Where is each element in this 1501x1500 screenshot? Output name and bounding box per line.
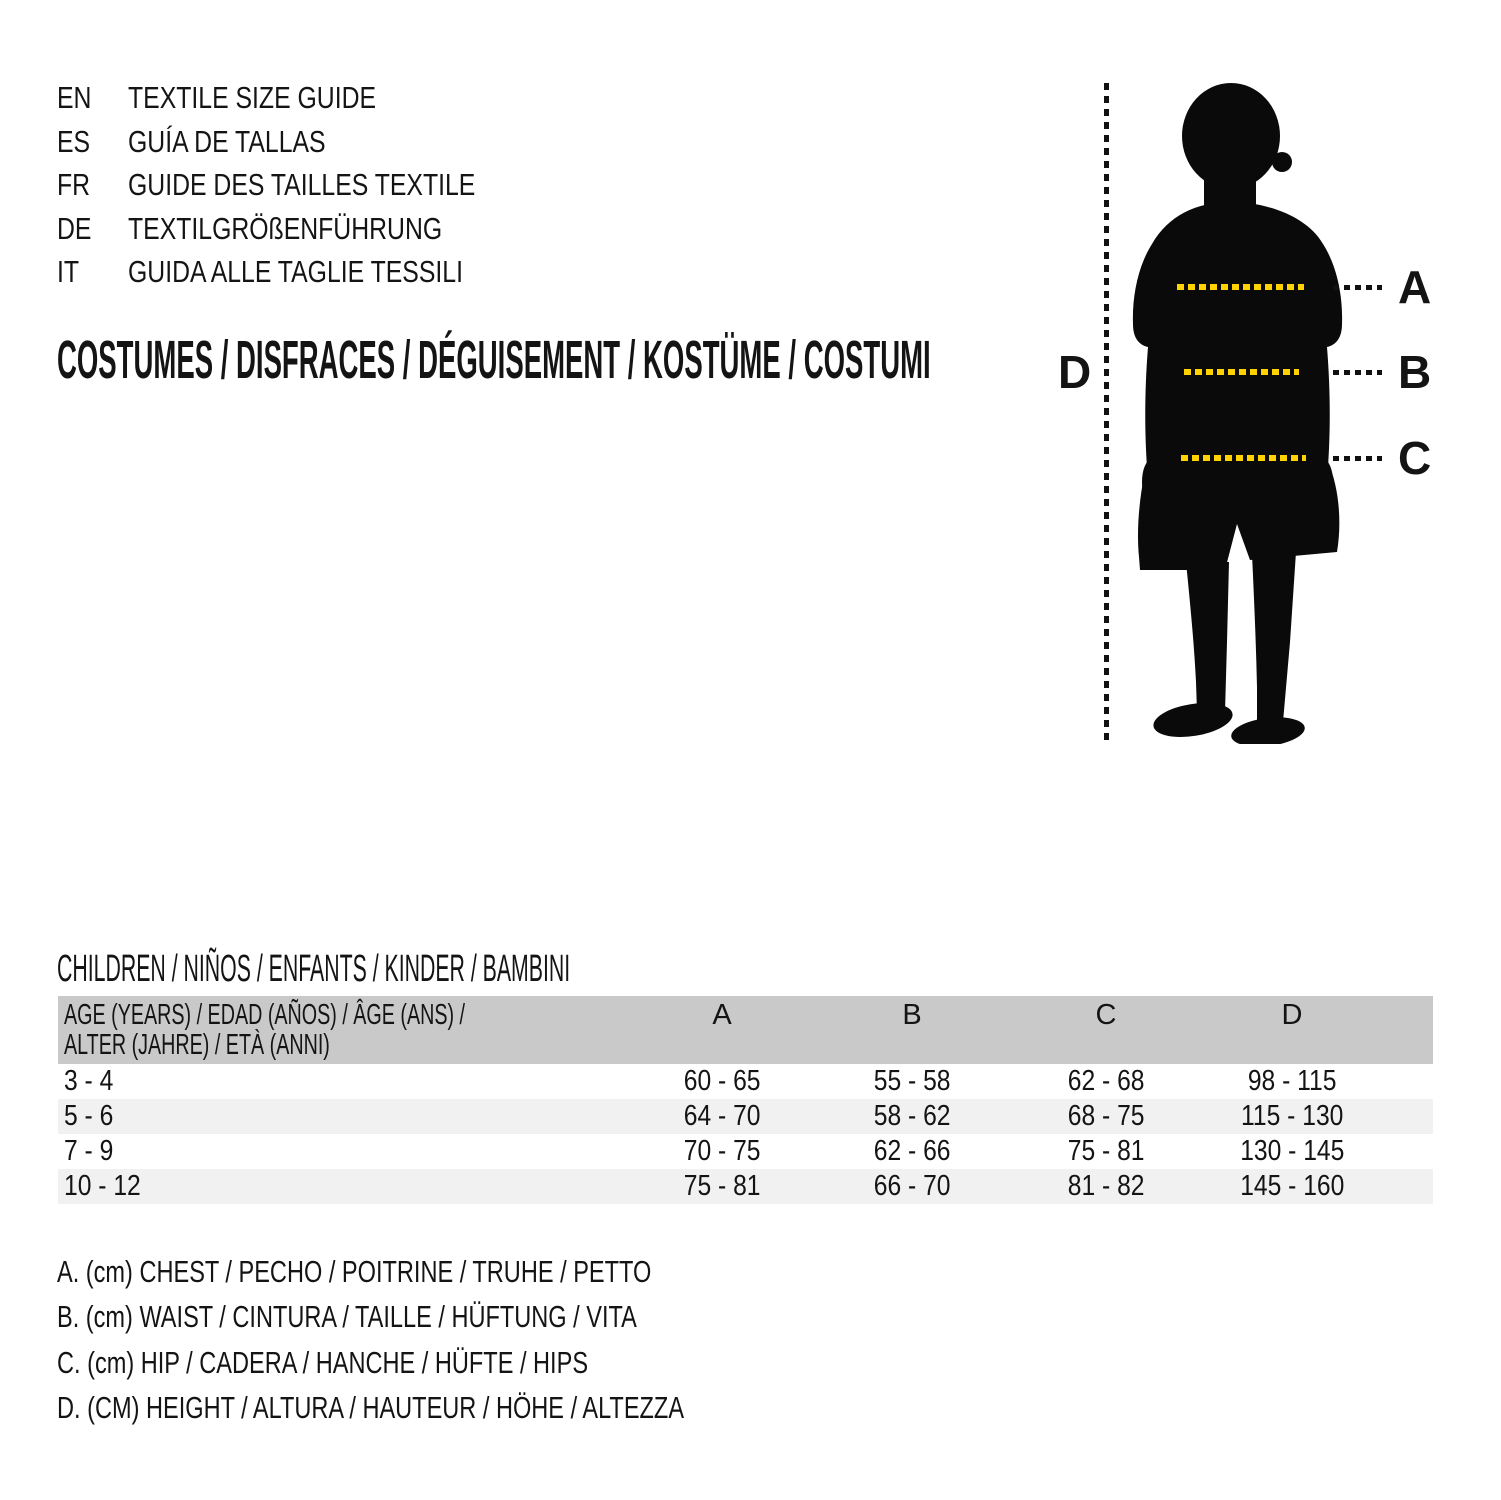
age-cell: 10 - 12 (64, 1170, 141, 1202)
value-text: 115 - 130 (1240, 1100, 1344, 1132)
chest-measure-line (1177, 284, 1304, 290)
height-label: D (1058, 346, 1092, 398)
waist-leader-line (1333, 370, 1382, 375)
table-row (58, 1134, 1433, 1169)
legend-text: D. (CM) HEIGHT / ALTURA / HAUTEUR / HÖHE / ALTEZZA (57, 1390, 685, 1426)
height-dotted-line (1104, 83, 1109, 745)
waist-label: B (1398, 346, 1432, 398)
value-cell-chest (652, 1134, 792, 1169)
value-cell-chest (652, 1064, 792, 1099)
table-header (58, 996, 1433, 1064)
legend-item-waist (57, 1294, 882, 1339)
legend-text: B. (cm) WAIST / CINTURA / TAILLE / HÜFTUNG / VITA (57, 1299, 637, 1335)
language-code: DE (57, 210, 92, 246)
value-text: 66 - 70 (873, 1170, 951, 1202)
section-title-text: CHILDREN / NIÑOS / ENFANTS / KINDER / BAMBINI (57, 948, 571, 990)
table-row (58, 1099, 1433, 1134)
size-table (58, 996, 1433, 1204)
value-text: 68 - 75 (1067, 1100, 1145, 1132)
legend-text: A. (cm) CHEST / PECHO / POITRINE / TRUHE / PETTO (57, 1254, 652, 1289)
value-text: 62 - 68 (1067, 1065, 1145, 1097)
value-text: 62 - 66 (873, 1135, 951, 1167)
hip-label: C (1398, 432, 1432, 484)
value-cell-waist (842, 1064, 982, 1099)
column-header-b: B (902, 999, 922, 1031)
column-header-d: D (1281, 999, 1303, 1031)
chest-label: A (1398, 261, 1432, 313)
value-cell-hip (1036, 1134, 1176, 1169)
silhouette-left-leg (1186, 562, 1229, 712)
section-title (57, 948, 973, 990)
value-cell-chest (652, 1169, 792, 1204)
value-text: 81 - 82 (1067, 1170, 1145, 1202)
age-header-line2: ALTER (JAHRE) / ETÀ (ANNI) (64, 1029, 330, 1061)
language-label: GUIDE DES TAILLES TEXTILE (128, 167, 476, 202)
legend-item-height (57, 1385, 882, 1430)
value-text: 60 - 65 (683, 1065, 761, 1097)
hip-leader-line (1333, 456, 1382, 461)
language-label: TEXTILE SIZE GUIDE (128, 80, 377, 115)
language-label: GUÍA DE TALLAS (128, 123, 326, 159)
age-cell: 7 - 9 (64, 1135, 114, 1167)
column-header-c: C (1095, 999, 1117, 1031)
legend-text: C. (cm) HIP / CADERA / HANCHE / HÜFTE / HIPS (57, 1344, 589, 1380)
category-title-text: COSTUMES / DISFRACES / DÉGUISEMENT / KOSTÜME / COSTUMI (57, 330, 931, 390)
value-cell-waist (842, 1099, 982, 1134)
value-text: 75 - 81 (1067, 1135, 1145, 1167)
value-cell-height (1222, 1099, 1362, 1134)
language-code: EN (57, 80, 92, 115)
legend-item-chest (57, 1249, 882, 1294)
silhouette-right-leg (1252, 552, 1296, 722)
value-cell-height (1222, 1134, 1362, 1169)
value-cell-height (1222, 1064, 1362, 1099)
column-header-a: A (712, 999, 732, 1031)
silhouette-right-shoe (1230, 714, 1307, 744)
value-text: 130 - 145 (1239, 1135, 1345, 1167)
hip-measure-line (1181, 455, 1306, 461)
language-code: ES (57, 123, 91, 159)
table-row (58, 1169, 1433, 1204)
chest-leader-line (1333, 285, 1382, 290)
value-text: 98 - 115 (1247, 1065, 1337, 1097)
silhouette-ear (1272, 152, 1292, 172)
value-text: 70 - 75 (683, 1135, 761, 1167)
value-text: 64 - 70 (683, 1100, 761, 1132)
value-text: 55 - 58 (873, 1065, 951, 1097)
value-cell-height (1222, 1169, 1362, 1204)
language-code: IT (57, 254, 80, 289)
value-cell-waist (842, 1134, 982, 1169)
age-header-line1: AGE (YEARS) / EDAD (AÑOS) / ÂGE (ANS) / (64, 999, 466, 1031)
language-label: TEXTILGRÖßENFÜHRUNG (128, 210, 443, 246)
age-cell: 3 - 4 (64, 1065, 114, 1097)
value-cell-hip (1036, 1169, 1176, 1204)
age-column-header (64, 1000, 654, 1060)
language-label: GUIDA ALLE TAGLIE TESSILI (128, 254, 463, 289)
language-code: FR (57, 167, 91, 202)
value-cell-hip (1036, 1099, 1176, 1134)
value-cell-waist (842, 1169, 982, 1204)
value-cell-chest (652, 1099, 792, 1134)
age-cell: 5 - 6 (64, 1100, 114, 1132)
silhouette-shorts (1138, 462, 1339, 570)
value-text: 145 - 160 (1239, 1170, 1345, 1202)
value-text: 58 - 62 (873, 1100, 951, 1132)
value-cell-hip (1036, 1064, 1176, 1099)
value-text: 75 - 81 (683, 1170, 761, 1202)
child-silhouette (1130, 82, 1345, 744)
table-row (58, 1064, 1433, 1099)
legend-item-hip (57, 1340, 882, 1385)
waist-measure-line (1184, 369, 1299, 375)
measurement-legend (57, 1249, 882, 1431)
